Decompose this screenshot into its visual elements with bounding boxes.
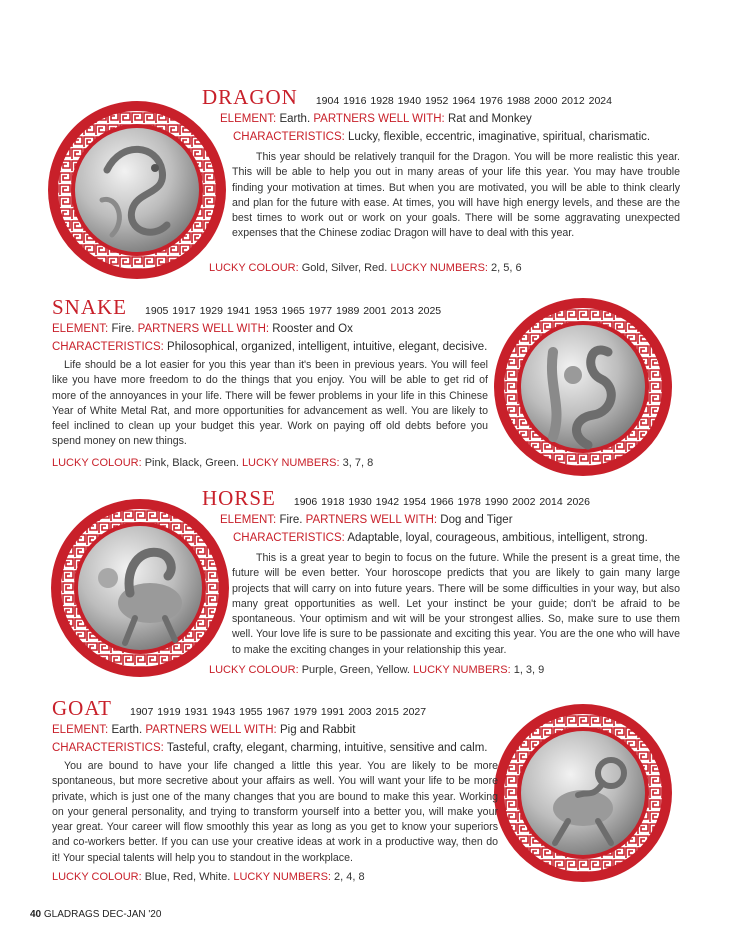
- dragon-header: [202, 85, 651, 146]
- goat-partners-label: PARTNERS WELL WITH:: [145, 724, 277, 736]
- publication-name: GLADRAGS DEC-JAN '20: [43, 909, 162, 920]
- goat-body: You are bound to have your life changed a little this year. You are likely to be more spontaneous, but more secretive about your affairs as well. You will want your life to be more private, which is just one of the many changes that you are bound to make this year. Working on your general personality, and trying to transform yourself into a better you, will make your year great. Your career will flow smoothly this year as long as you get to know your superiors and co-workers better. If you can use your creative ideas at work in a productive way, then do it! Your special talents will help you to standout in the workplace.: [52, 760, 498, 864]
- dragon-element-label: ELEMENT:: [220, 113, 277, 125]
- dragon-characteristics-label: CHARACTERISTICS:: [233, 131, 345, 143]
- snake-header: [52, 295, 488, 356]
- goat-numbers-label: LUCKY NUMBERS:: [233, 871, 331, 883]
- dragon-colour: Gold, Silver, Red.: [301, 262, 388, 274]
- horse-element-label: ELEMENT:: [220, 514, 277, 526]
- goat-header: [52, 696, 488, 757]
- dragon-characteristics: Lucky, flexible, eccentric, imaginative, spiritual, charismatic.: [348, 131, 651, 143]
- snake-title: SNAKE: [52, 295, 128, 319]
- snake-partners: Rooster and Ox: [272, 323, 353, 335]
- horse-numbers-label: LUCKY NUMBERS:: [413, 664, 511, 676]
- dragon-element: Earth.: [279, 113, 311, 125]
- dragon-body: This year should be relatively tranquil for the Dragon. You will be more realistic this year. This will be able to help you out in many areas of your life this year. You may have trouble finding your motivation at times. But when you are motivated, you will be able to think clearly and plan for the future with ease. At times, you will have high energy levels, and these are the best times to work out or work on your goals. There will be some aggravating unexpected expenses that the Chinese zodiac Dragon will have to deal with this year.: [232, 151, 680, 240]
- dragon-years: 1904 1916 1928 1940 1952 1964 1976 1988 2000 2012 2024: [315, 95, 612, 107]
- horse-body: This is a great year to begin to focus on the future. While the present is a great time, the future will be even better. Your horoscope predicts that you are likely to gain many large projects that will carry on into future years. There will be some difficulties in your way, but also many great opportunities as well. Let your instinct be your guide; don't be afraid to be spontaneous. Your optimism and wit will be your strongest allies. So, make sure to use them well. Your love life is sure to be passionate and exciting this year. You are the one who will have to make the exciting changes in your relationship this year.: [232, 552, 680, 656]
- snake-characteristics-label: CHARACTERISTICS:: [52, 341, 164, 353]
- dragon-partners: Rat and Monkey: [447, 113, 532, 125]
- goat-title: GOAT: [52, 696, 112, 720]
- snake-element-label: ELEMENT:: [52, 323, 109, 335]
- dragon-colour-label: LUCKY COLOUR:: [209, 262, 299, 274]
- dragon-medallion: [47, 100, 227, 280]
- snake-colour: Pink, Black, Green.: [144, 457, 239, 469]
- snake-characteristics: Philosophical, organized, intelligent, intuitive, elegant, decisive.: [167, 341, 488, 353]
- goat-numbers: 2, 4, 8: [334, 871, 365, 883]
- snake-medallion: [493, 297, 673, 477]
- dragon-lucky: [209, 262, 522, 274]
- page-number: 40: [30, 909, 42, 920]
- horse-header: [202, 486, 648, 547]
- snake-numbers: 3, 7, 8: [342, 457, 374, 469]
- goat-characteristics-label: CHARACTERISTICS:: [52, 742, 164, 754]
- horse-characteristics: Adaptable, loyal, courageous, ambitious, intelligent, strong.: [347, 532, 648, 544]
- snake-numbers-label: LUCKY NUMBERS:: [241, 457, 340, 469]
- horse-partners: Dog and Tiger: [440, 514, 513, 526]
- goat-colour-label: LUCKY COLOUR:: [52, 871, 142, 883]
- goat-characteristics: Tasteful, crafty, elegant, charming, intuitive, sensitive and calm.: [166, 742, 488, 754]
- goat-colour: Blue, Red, White.: [144, 871, 231, 883]
- goat-element: Earth.: [111, 724, 143, 736]
- snake-partners-label: PARTNERS WELL WITH:: [137, 323, 270, 335]
- horse-lucky: [209, 664, 544, 676]
- snake-colour-label: LUCKY COLOUR:: [52, 457, 142, 469]
- dragon-numbers: 2, 5, 6: [491, 262, 522, 274]
- goat-years: 1907 1919 1931 1943 1955 1967 1979 1991 2003 2015 2027: [130, 706, 427, 718]
- snake-years: 1905 1917 1929 1941 1953 1965 1977 1989 2001 2013 2025: [145, 305, 442, 317]
- goat-lucky: [52, 871, 365, 883]
- horse-title: HORSE: [202, 486, 276, 510]
- goat-partners: Pig and Rabbit: [279, 724, 356, 736]
- snake-body: Life should be a lot easier for you this year than it's been in previous years. You will feel like you have more freedom to do the things that you enjoy. You will be able to get rid of more of the annoyances in your life. There will be fewer problems in your life in this Chinese Year of White Metal Rat, and more opportunities for advancement as well. You are likely to feel inclined to clean up your budget this year. Work on paying off old debts before you spend money on new things.: [52, 359, 488, 448]
- goat-element-label: ELEMENT:: [52, 724, 109, 736]
- horse-partners-label: PARTNERS WELL WITH:: [305, 514, 438, 526]
- horse-element: Fire.: [279, 514, 303, 526]
- goat-medallion: [493, 703, 673, 883]
- snake-lucky: [52, 457, 373, 469]
- horse-years: 1906 1918 1930 1942 1954 1966 1978 1990 2002 2014 2026: [293, 496, 590, 508]
- dragon-title: DRAGON: [202, 85, 298, 109]
- horse-colour: Purple, Green, Yellow.: [301, 664, 410, 676]
- horse-numbers: 1, 3, 9: [513, 664, 545, 676]
- horse-characteristics-label: CHARACTERISTICS:: [233, 532, 345, 544]
- page-footer: [30, 909, 161, 920]
- dragon-partners-label: PARTNERS WELL WITH:: [313, 113, 445, 125]
- snake-element: Fire.: [111, 323, 135, 335]
- horse-colour-label: LUCKY COLOUR:: [209, 664, 299, 676]
- dragon-numbers-label: LUCKY NUMBERS:: [390, 262, 488, 274]
